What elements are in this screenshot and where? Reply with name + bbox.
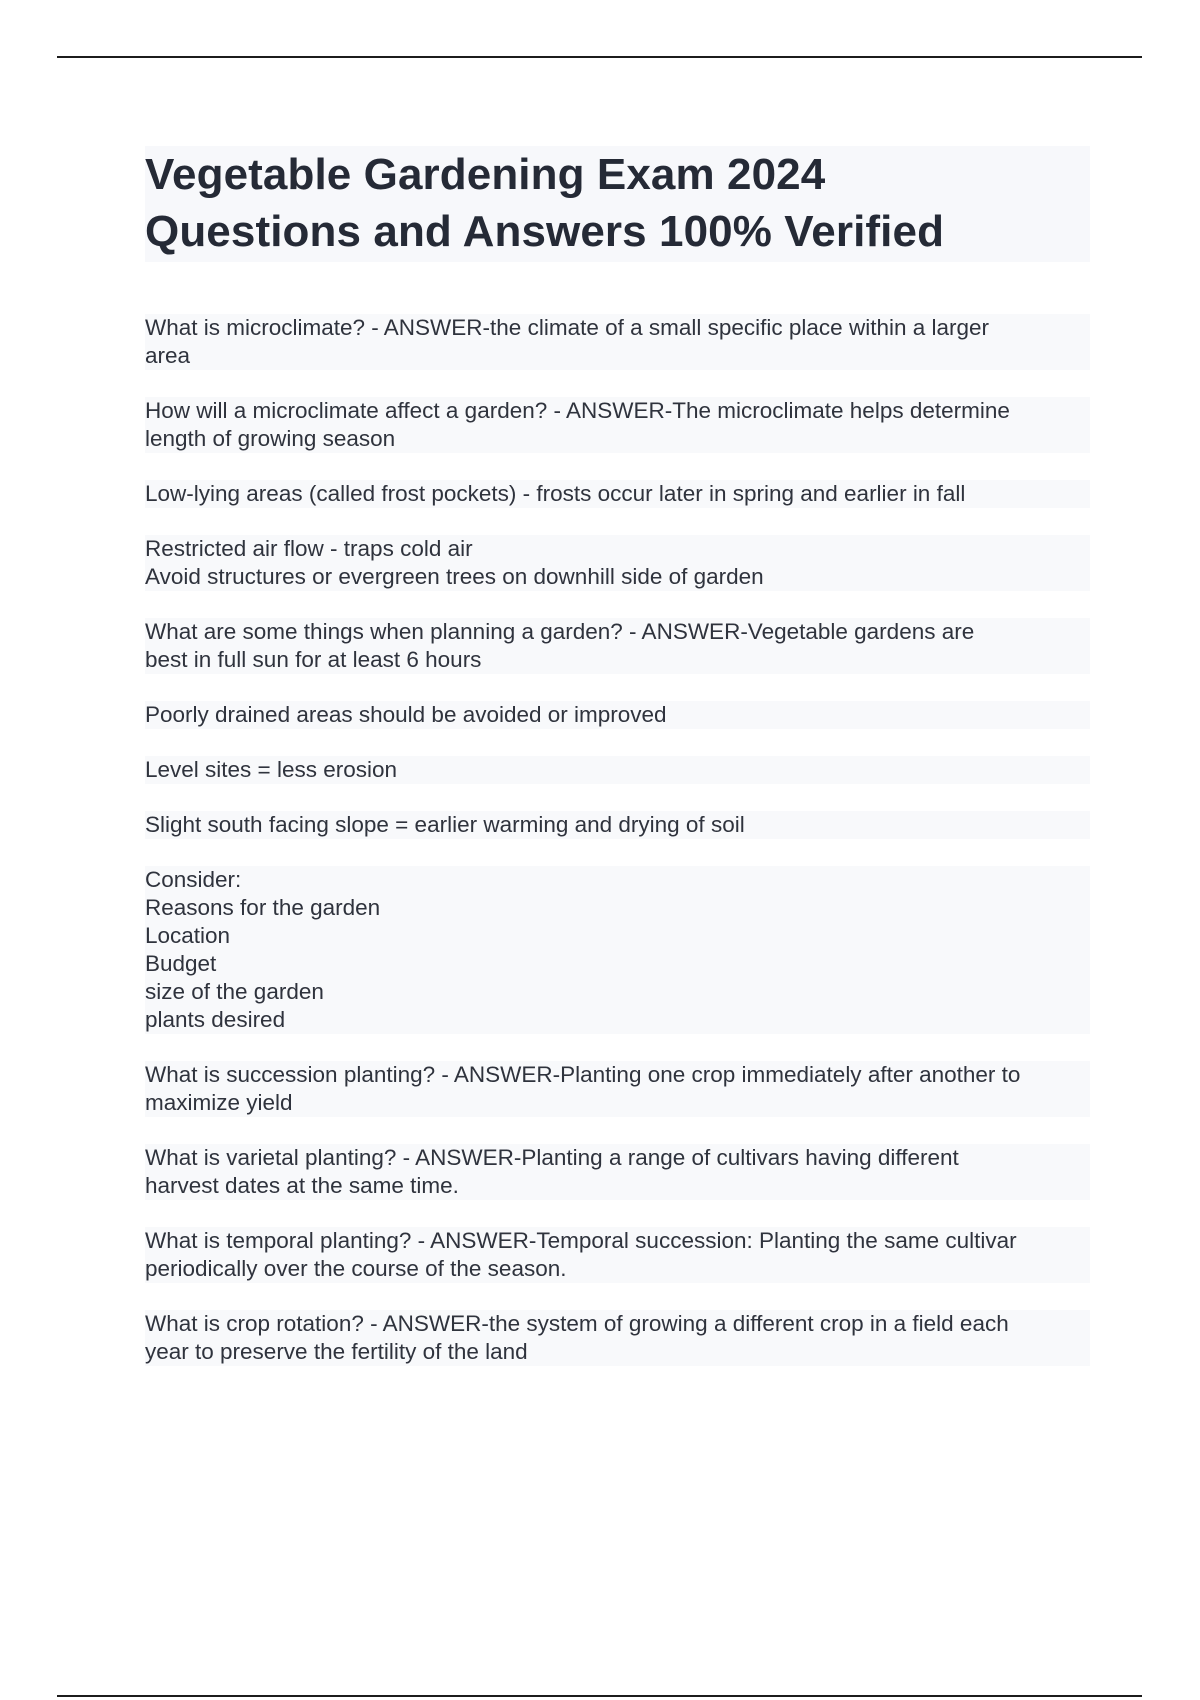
qa-paragraph: [145, 1227, 1090, 1283]
text-line: best in full sun for at least 6 hours: [145, 646, 1090, 674]
list-item: Reasons for the garden: [145, 894, 1090, 922]
list-item: Location: [145, 922, 1090, 950]
list-item: Budget: [145, 950, 1090, 978]
text-line: length of growing season: [145, 425, 1090, 453]
qa-paragraph: [145, 314, 1090, 370]
top-divider: [57, 56, 1142, 58]
note-paragraph: [145, 811, 1090, 839]
text-line: What is varietal planting? - ANSWER-Planting a range of cultivars having different: [145, 1144, 1090, 1172]
document-body: [145, 146, 1090, 1393]
bottom-divider: [57, 1695, 1142, 1697]
text-line: periodically over the course of the season.: [145, 1255, 1090, 1283]
text-line: maximize yield: [145, 1089, 1090, 1117]
note-paragraph: [145, 701, 1090, 729]
title-line: Questions and Answers 100% Verified: [145, 207, 945, 256]
text-line: What is crop rotation? - ANSWER-the system of growing a different crop in a field each: [145, 1310, 1090, 1338]
note-paragraph: [145, 480, 1090, 508]
consider-list: [145, 866, 1090, 1034]
text-line: What is microclimate? - ANSWER-the climate of a small specific place within a larger: [145, 314, 1090, 342]
list-item: size of the garden: [145, 978, 1090, 1006]
qa-paragraph: [145, 1310, 1090, 1366]
text-line: What is succession planting? - ANSWER-Planting one crop immediately after another to: [145, 1061, 1090, 1089]
qa-paragraph: [145, 618, 1090, 674]
qa-paragraph: [145, 1144, 1090, 1200]
text-line: What is temporal planting? - ANSWER-Temporal succession: Planting the same cultivar: [145, 1227, 1090, 1255]
title-line: Vegetable Gardening Exam 2024: [145, 150, 826, 199]
text-line: Level sites = less erosion: [145, 756, 1090, 784]
text-line: Poorly drained areas should be avoided or improved: [145, 701, 1090, 729]
text-line: Restricted air flow - traps cold air: [145, 535, 1090, 563]
text-line: Low-lying areas (called frost pockets) - frosts occur later in spring and earlier in fall: [145, 480, 1090, 508]
document-title: [145, 146, 1090, 262]
qa-paragraph: [145, 397, 1090, 453]
text-line: How will a microclimate affect a garden? - ANSWER-The microclimate helps determine: [145, 397, 1090, 425]
list-heading: Consider:: [145, 866, 1090, 894]
text-line: What are some things when planning a garden? - ANSWER-Vegetable gardens are: [145, 618, 1090, 646]
text-line: harvest dates at the same time.: [145, 1172, 1090, 1200]
text-line: area: [145, 342, 1090, 370]
text-line: Slight south facing slope = earlier warming and drying of soil: [145, 811, 1090, 839]
note-paragraph: [145, 535, 1090, 591]
text-line: Avoid structures or evergreen trees on downhill side of garden: [145, 563, 1090, 591]
list-item: plants desired: [145, 1006, 1090, 1034]
qa-paragraph: [145, 1061, 1090, 1117]
note-paragraph: [145, 756, 1090, 784]
text-line: year to preserve the fertility of the land: [145, 1338, 1090, 1366]
